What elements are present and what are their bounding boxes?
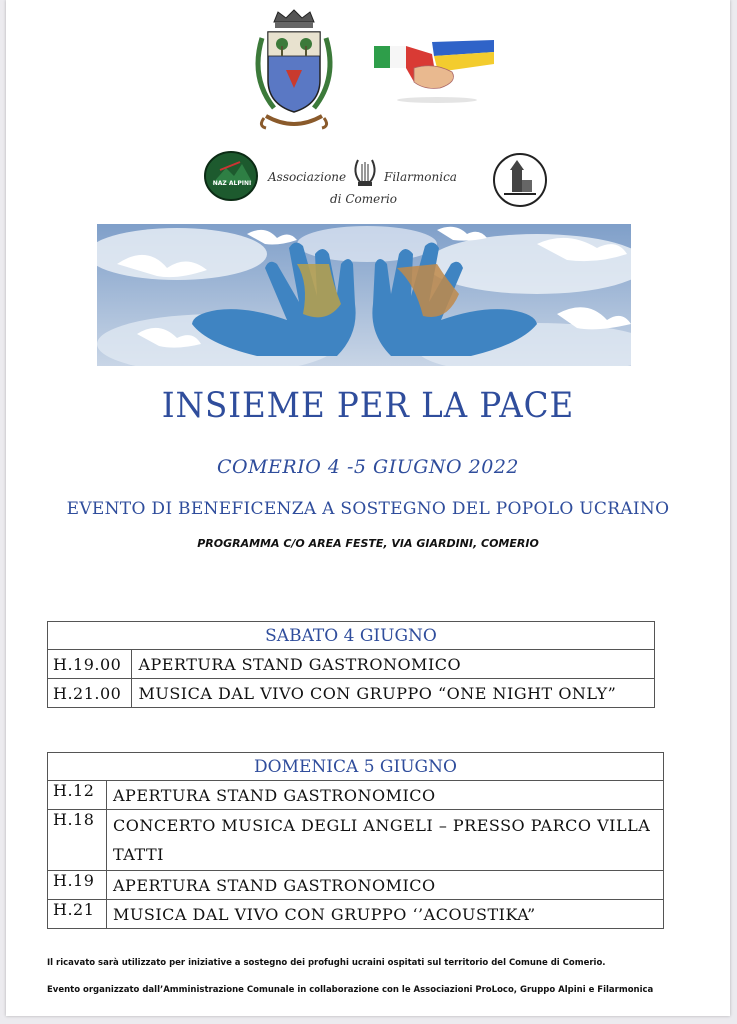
- schedule-description: APERTURA STAND GASTRONOMICO: [107, 871, 664, 900]
- event-subtitle: EVENTO DI BENEFICENZA A SOSTEGNO DEL POPOLO UCRAINO: [66, 499, 670, 519]
- italy-ukraine-handshake-image: [374, 38, 500, 108]
- footer-note-organizers: Evento organizzato dall’Amministrazione Comunale in collaborazione con le Associazioni ProLoco, Gruppo Alpini e Filarmonica: [47, 985, 654, 995]
- schedule-description: APERTURA STAND GASTRONOMICO: [132, 650, 655, 679]
- schedule-time: H.19: [48, 871, 107, 900]
- table-row: [48, 679, 655, 708]
- alpini-logo: [202, 150, 260, 202]
- schedule-time: H.12: [48, 781, 107, 810]
- event-date: COMERIO 4 -5 GIUGNO 2022: [216, 456, 519, 478]
- saturday-schedule-table: [47, 621, 655, 708]
- lyre-icon: [350, 156, 380, 190]
- schedule-description: MUSICA DAL VIVO CON GRUPPO “ONE NIGHT ONLY”: [132, 679, 655, 708]
- peace-hands-banner-image: [97, 224, 631, 366]
- schedule-time: H.19.00: [48, 650, 132, 679]
- filarmonica-text-comerio: di Comerio: [330, 192, 398, 206]
- filarmonica-logo: [268, 152, 464, 212]
- filarmonica-text-associazione: Associazione: [268, 170, 347, 184]
- schedule-description: CONCERTO MUSICA DEGLI ANGELI – PRESSO PARCO VILLA TATTI: [107, 810, 664, 871]
- schedule-time: H.21: [48, 900, 107, 929]
- schedule-time: H.21.00: [48, 679, 132, 708]
- table-row: [48, 781, 664, 810]
- table-row: [48, 650, 655, 679]
- saturday-header: SABATO 4 GIUGNO: [48, 622, 655, 650]
- proloco-logo: [490, 150, 550, 210]
- sunday-header: DOMENICA 5 GIUGNO: [48, 753, 664, 781]
- footer-note-proceeds: Il ricavato sarà utilizzato per iniziative a sostegno dei profughi ucraini ospitati sul territorio del Comune di Comerio.: [47, 958, 606, 968]
- event-title: INSIEME PER LA PACE: [161, 386, 575, 426]
- sunday-schedule-table: [47, 752, 664, 929]
- alpini-logo-text: NAZ ALPINI: [212, 180, 252, 187]
- table-row: [48, 900, 664, 929]
- programma-location: PROGRAMMA C/O AREA FESTE, VIA GIARDINI, COMERIO: [197, 537, 539, 550]
- filarmonica-text-filarmonica: Filarmonica: [384, 170, 457, 184]
- schedule-description: APERTURA STAND GASTRONOMICO: [107, 781, 664, 810]
- schedule-description: MUSICA DAL VIVO CON GRUPPO ‘’ACOUSTIKA”: [107, 900, 664, 929]
- comune-crest-logo: [244, 8, 344, 136]
- schedule-time: H.18: [48, 810, 107, 871]
- table-row: [48, 871, 664, 900]
- table-row: [48, 810, 664, 871]
- poster-page: [6, 0, 730, 1016]
